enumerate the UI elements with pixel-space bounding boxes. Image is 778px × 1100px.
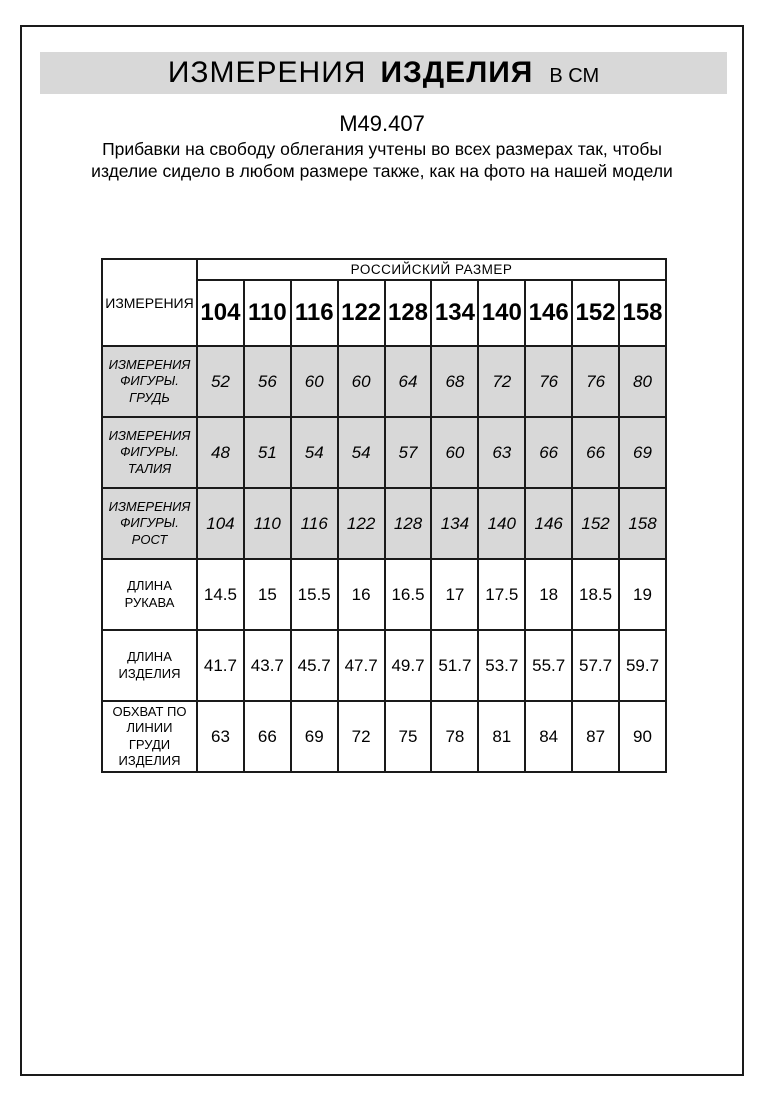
value-cell: 76 (572, 346, 619, 417)
value-cell: 53.7 (478, 630, 525, 701)
size-column-header: 158 (619, 280, 666, 346)
measure-label-cell: ОБХВАТ ПО ЛИНИИ ГРУДИ ИЗДЕЛИЯ (102, 701, 197, 772)
measure-label-cell: ДЛИНА ИЗДЕЛИЯ (102, 630, 197, 701)
measure-label-cell: ИЗМЕРЕНИЯ ФИГУРЫ. РОСТ (102, 488, 197, 559)
value-cell: 59.7 (619, 630, 666, 701)
value-cell: 18 (525, 559, 572, 630)
value-cell: 134 (431, 488, 478, 559)
value-cell: 72 (478, 346, 525, 417)
measure-label-cell: ИЗМЕРЕНИЯ ФИГУРЫ. ТАЛИЯ (102, 417, 197, 488)
title-word-product: ИЗДЕЛИЯ (380, 56, 534, 89)
value-cell: 152 (572, 488, 619, 559)
table-row (102, 488, 666, 559)
value-cell: 140 (478, 488, 525, 559)
value-cell: 17 (431, 559, 478, 630)
corner-header-measurements: ИЗМЕРЕНИЯ (102, 259, 197, 346)
value-cell: 60 (338, 346, 385, 417)
value-cell: 110 (244, 488, 291, 559)
title-banner (40, 52, 727, 94)
table-row (102, 559, 666, 630)
table-row (102, 346, 666, 417)
value-cell: 45.7 (291, 630, 338, 701)
value-cell: 17.5 (478, 559, 525, 630)
value-cell: 66 (525, 417, 572, 488)
value-cell: 84 (525, 701, 572, 772)
value-cell: 81 (478, 701, 525, 772)
value-cell: 54 (291, 417, 338, 488)
value-cell: 14.5 (197, 559, 244, 630)
title-word-measurements: ИЗМЕРЕНИЯ (167, 56, 367, 89)
value-cell: 63 (197, 701, 244, 772)
value-cell: 76 (525, 346, 572, 417)
russian-size-group-header: РОССИЙСКИЙ РАЗМЕР (197, 259, 666, 280)
table-row (102, 630, 666, 701)
table-row (102, 701, 666, 772)
size-column-header: 152 (572, 280, 619, 346)
value-cell: 48 (197, 417, 244, 488)
value-cell: 19 (619, 559, 666, 630)
size-column-header: 146 (525, 280, 572, 346)
value-cell: 41.7 (197, 630, 244, 701)
value-cell: 60 (431, 417, 478, 488)
measure-label-cell: ИЗМЕРЕНИЯ ФИГУРЫ. ГРУДЬ (102, 346, 197, 417)
value-cell: 158 (619, 488, 666, 559)
size-column-header: 110 (244, 280, 291, 346)
value-cell: 68 (431, 346, 478, 417)
value-cell: 43.7 (244, 630, 291, 701)
size-column-header: 128 (385, 280, 432, 346)
value-cell: 55.7 (525, 630, 572, 701)
size-column-header: 140 (478, 280, 525, 346)
value-cell: 16.5 (385, 559, 432, 630)
size-column-header: 116 (291, 280, 338, 346)
value-cell: 15 (244, 559, 291, 630)
value-cell: 75 (385, 701, 432, 772)
value-cell: 69 (291, 701, 338, 772)
value-cell: 69 (619, 417, 666, 488)
value-cell: 66 (572, 417, 619, 488)
value-cell: 90 (619, 701, 666, 772)
value-cell: 56 (244, 346, 291, 417)
size-column-header: 134 (431, 280, 478, 346)
value-cell: 146 (525, 488, 572, 559)
value-cell: 66 (244, 701, 291, 772)
value-cell: 51 (244, 417, 291, 488)
value-cell: 116 (291, 488, 338, 559)
value-cell: 60 (291, 346, 338, 417)
group-header-row (102, 259, 666, 280)
model-number: М49.407 (339, 111, 425, 136)
value-cell: 72 (338, 701, 385, 772)
title-units: В СМ (549, 64, 600, 87)
table-row (102, 417, 666, 488)
value-cell: 87 (572, 701, 619, 772)
value-cell: 52 (197, 346, 244, 417)
value-cell: 104 (197, 488, 244, 559)
value-cell: 51.7 (431, 630, 478, 701)
value-cell: 16 (338, 559, 385, 630)
page-border-frame (20, 25, 744, 1076)
value-cell: 15.5 (291, 559, 338, 630)
size-table (101, 258, 667, 773)
size-column-header: 122 (338, 280, 385, 346)
value-cell: 128 (385, 488, 432, 559)
value-cell: 49.7 (385, 630, 432, 701)
value-cell: 63 (478, 417, 525, 488)
value-cell: 80 (619, 346, 666, 417)
fit-note-text: Прибавки на свободу облегания учтены во всех размерах так, чтобы изделие сидело в любом размере также, как на фото на нашей модели (91, 139, 673, 182)
value-cell: 122 (338, 488, 385, 559)
value-cell: 78 (431, 701, 478, 772)
value-cell: 18.5 (572, 559, 619, 630)
size-column-header: 104 (197, 280, 244, 346)
value-cell: 57 (385, 417, 432, 488)
value-cell: 54 (338, 417, 385, 488)
value-cell: 64 (385, 346, 432, 417)
measure-label-cell: ДЛИНА РУКАВА (102, 559, 197, 630)
value-cell: 47.7 (338, 630, 385, 701)
value-cell: 57.7 (572, 630, 619, 701)
